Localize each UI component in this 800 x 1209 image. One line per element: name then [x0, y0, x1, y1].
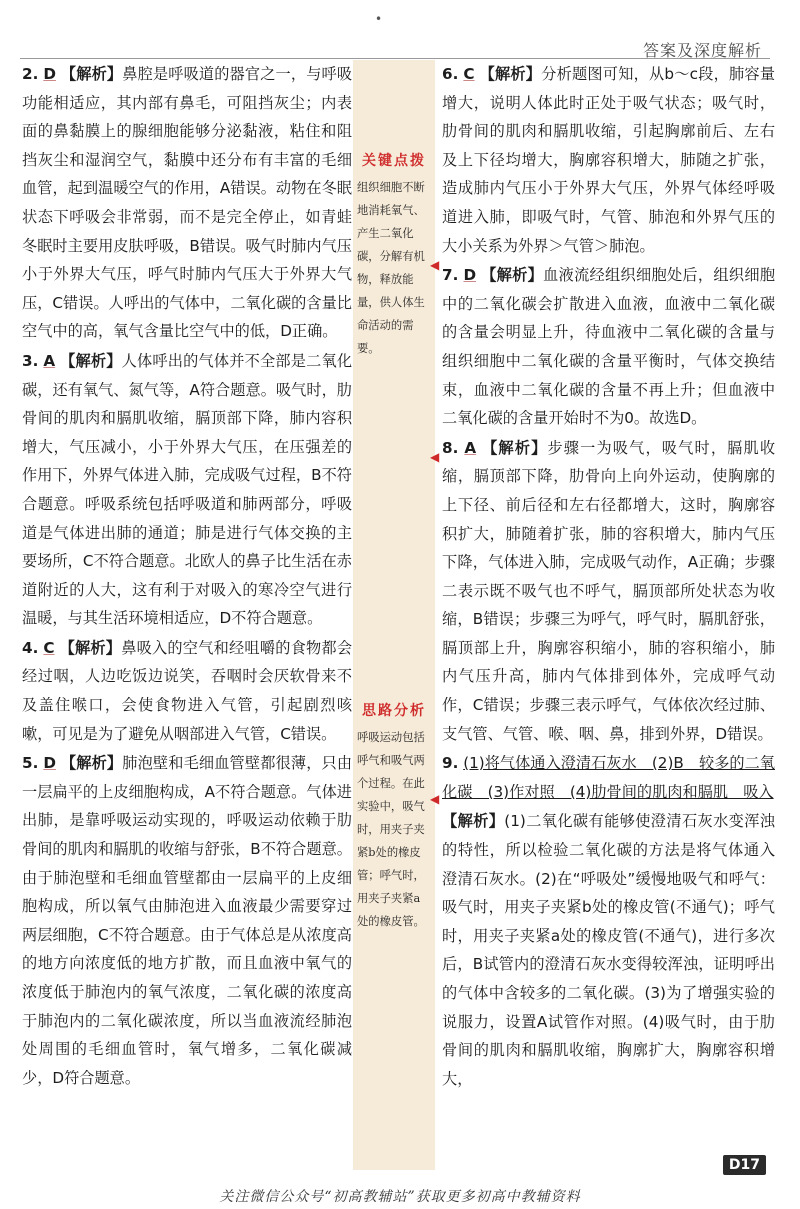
pointer-arrow-icon: ◀ [430, 258, 440, 272]
right-column [442, 60, 775, 1094]
analysis-tag: 【解析】 [60, 351, 122, 370]
question-number: 5. [22, 754, 39, 773]
analysis-tag: 【解析】 [60, 754, 123, 773]
question-number: 2. [22, 65, 39, 83]
answer-letter: D [463, 266, 477, 285]
explanation-text: 鼻吸入的空气和经咀嚼的食物都会经过咽，人边吃饭边说笑，吞咽时会厌软骨来不及盖住喉口，会使食物进入气管，引起剧烈咳嗽，可见是为了避免从咽部进入气管，C错误。 [22, 638, 353, 743]
analysis-tag: 【解析】 [482, 438, 548, 457]
analysis-tag: 【解析】 [59, 638, 122, 657]
question-9-analysis [442, 807, 775, 1093]
left-column [22, 60, 352, 1093]
answer-letter: C [463, 65, 475, 83]
question-5 [22, 749, 352, 1092]
page-mark: • [375, 12, 383, 26]
question-7 [442, 261, 775, 433]
pointer-arrow-icon: ◀ [430, 792, 440, 806]
question-3 [22, 347, 352, 633]
question-number: 8. [442, 438, 459, 457]
explanation-text: 血液流经组织细胞处后，组织细胞中的二氧化碳会扩散进入血液，血液中二氧化碳的含量会明显上升，待血液中二氧化碳的含量与组织细胞中二氧化碳的含量平衡时，气体交换结束，血液中二氧化碳的含量不再上升；但血液中二氧化碳的含量开始时不为0。故选D。 [442, 266, 776, 428]
answer-letter: D [43, 754, 56, 773]
footer-note: 关注微信公众号“初高教辅站”获取更多初高中教辅资料 [219, 1189, 581, 1205]
explanation-text: 步骤一为吸气，吸气时，膈肌收缩，膈顶部下降，肋骨向上向外运动，使胸廓的上下径、前后径和左右径都增大，这时，胸廓容积扩大，肺随着扩张，肺的容积增大，肺内气压下降，气体进入肺，完成吸气动作，A正确；步骤二表示既不吸气也不呼气，膈顶部所处状态为收缩，B错误；步骤三为呼气，呼气时，膈肌舒张，膈顶部上升，胸廓容积缩小，肺的容积缩小，肺内气压升高，肺内气体排到体外，完成呼气动作，C错误；步骤三表示呼气，气体依次经过肺、支气管、气管、喉、咽、鼻，排到外界，D错误。 [442, 438, 776, 743]
question-4 [22, 634, 352, 748]
answer-letter: C [43, 638, 55, 657]
key-points-box [353, 150, 435, 360]
question-2 [22, 60, 352, 346]
analysis-tag: 【解析】 [481, 266, 544, 285]
question-number: 4. [22, 638, 39, 657]
question-6 [442, 60, 775, 260]
page-number-badge: D17 [723, 1155, 766, 1175]
pointer-arrow-icon: ◀ [430, 450, 440, 464]
analysis-text: 呼吸运动包括呼气和吸气两个过程。在此实验中，吸气时，用夹子夹紧b处的橡皮管；呼气时，用夹子夹紧a处的橡皮管。 [357, 731, 425, 928]
analysis-box [353, 700, 435, 933]
answer-letter: A [43, 351, 56, 370]
question-8 [442, 434, 775, 749]
explanation-text: (1)二氧化碳有能够使澄清石灰水变浑浊的特性，所以检验二氧化碳的方法是将气体通入澄清石灰水。(2)在“呼吸处”缓慢地吸气和呼气：吸气时，用夹子夹紧b处的橡皮管(不通气)；呼气时，用夹子夹紧a处的橡皮管(不通气)，进行多次后，B试管内的澄清石灰水变得较浑浊，证明呼出的气体中含较多的二氧化碳。(3)为了增强实验的说服力，设置A试管作对照。(4)吸气时，由于肋骨间的肌肉和膈肌收缩，胸廓扩大，胸廓容积增大， [442, 812, 775, 1088]
fill-in-answers: (1)将气体通入澄清石灰水 (2)B 较多的二氧化碳 (3)作对照 (4)肋骨间的肌肉和膈肌 吸入 [442, 754, 775, 801]
analysis-tag: 【解析】 [60, 65, 123, 83]
explanation-text: 分析题图可知，从b～c段，肺容量增大，说明人体此时正处于吸气状态；吸气时，肋骨间的肌肉和膈肌收缩，引起胸廓前后、左右及上下径均增大，胸廓容积增大，肺随之扩张，造成肺内气压小于外界大气压，外界气体经呼吸道进入肺，即吸气时，气管、肺泡和外界气压的大小关系为外界＞气管＞肺泡。 [442, 65, 776, 255]
header-divider [20, 58, 770, 59]
question-number: 3. [22, 351, 39, 370]
key-points-heading: 关键点拨 [362, 153, 426, 169]
question-number: 9. [442, 754, 459, 773]
question-number: 6. [442, 65, 459, 83]
analysis-heading: 思路分析 [362, 703, 426, 719]
question-9 [442, 749, 775, 806]
analysis-tag: 【解析】 [442, 812, 505, 831]
question-number: 7. [442, 266, 459, 285]
explanation-text: 肺泡壁和毛细血管壁都很薄，只由一层扁平的上皮细胞构成，A不符合题意。气体进出肺，是靠呼吸运动实现的，呼吸运动依赖于肋骨间的肌肉和膈肌的收缩与舒张，B不符合题意。由于肺泡壁和毛细血管壁都由一层扁平的上皮细胞构成，所以氧气由肺泡进入血液最少需要穿过两层细胞，C不符合题意。由于气体总是从浓度高的地方向浓度低的地方扩散，而且血液中氧气的浓度低于肺泡内的氧气浓度，二氧化碳的浓度高于肺泡内的二氧化碳浓度，所以当血液流经肺泡处周围的毛细血管时，氧气增多，二氧化碳减少，D符合题意。 [22, 754, 353, 1087]
explanation-text: 鼻腔是呼吸道的器官之一，与呼吸功能相适应，其内部有鼻毛，可阻挡灰尘；内表面的鼻黏膜上的腺细胞能够分泌黏液，粘住和阻挡灰尘和湿润空气，黏膜中还分布有丰富的毛细血管，起到温暖空气的作用，A错误。动物在冬眠状态下呼吸会非常弱，而不是完全停止，如青蛙冬眠时主要用皮肤呼吸，B错误。吸气时肺内气压小于外界大气压，呼气时肺内气压大于外界大气压，C错误。人呼出的气体中，二氧化碳的含量比空气中的高，氧气含量比空气中的低，D正确。 [22, 65, 353, 341]
analysis-tag: 【解析】 [479, 65, 542, 83]
page-header-title: 答案及深度解析 [642, 41, 762, 60]
explanation-text: 人体呼出的气体并不全部是二氧化碳，还有氧气、氮气等，A符合题意。吸气时，肋骨间的肌肉和膈肌收缩，膈顶部下降，肺内容积增大，气压减小，小于外界大气压，在压强差的作用下，外界气体进入肺，完成吸气过程，B不符合题意。呼吸系统包括呼吸道和肺两部分，呼吸道是气体进出肺的通道；肺是进行气体交换的主要场所，C不符合题意。北欧人的鼻子比生活在赤道附近的人大，这有利于对吸入的寒冷空气进行温暖，与其生活环境相适应，D不符合题意。 [22, 351, 353, 628]
answer-letter: A [464, 438, 477, 457]
margin-notes-sidebar [353, 60, 435, 1170]
key-points-text: 组织细胞不断地消耗氧气、产生二氧化碳，分解有机物，释放能量，供人体生命活动的需要。 [357, 181, 425, 355]
answer-letter: D [43, 65, 56, 83]
